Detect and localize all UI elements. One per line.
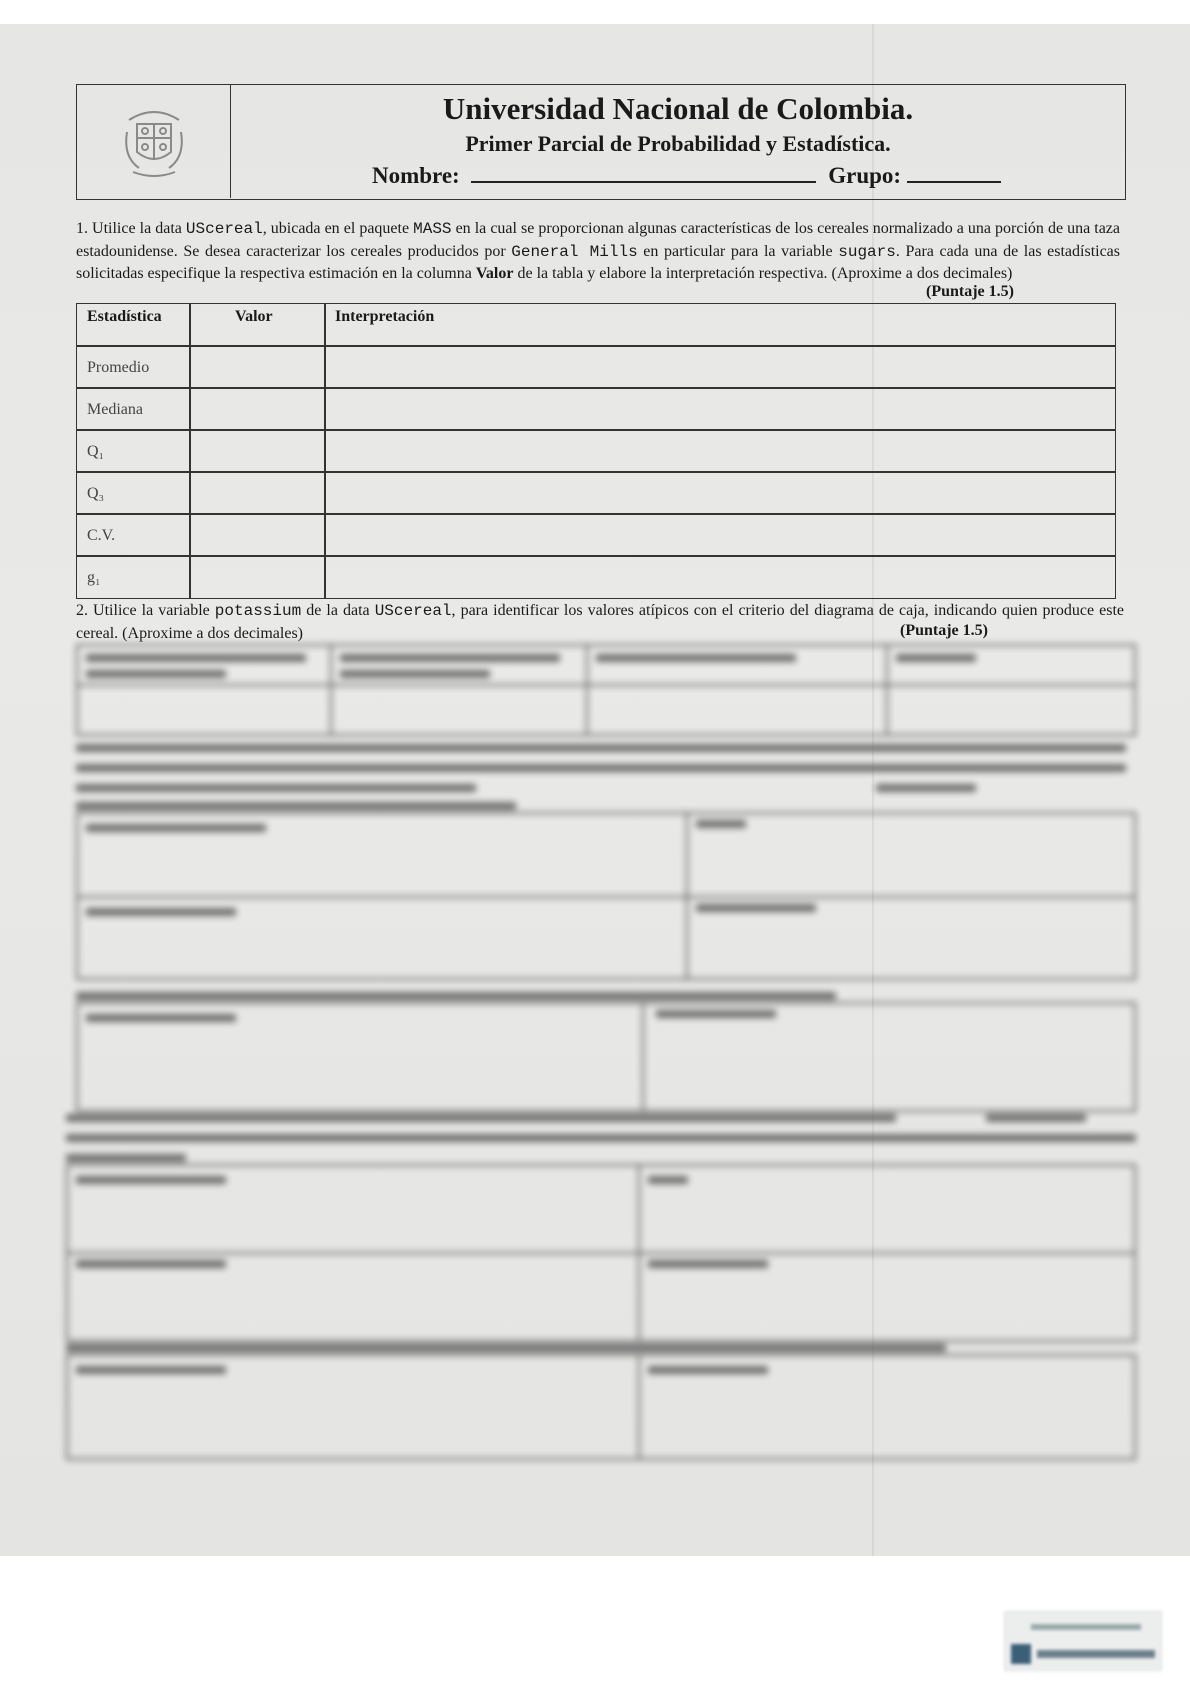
watermark-stamp	[1004, 1611, 1162, 1671]
question-2-score: (Puntaje 1.5)	[900, 622, 988, 639]
question-1-score: (Puntaje 1.5)	[926, 283, 1014, 300]
blurred-content-region	[66, 640, 1136, 1460]
group-blank-line[interactable]	[907, 163, 1001, 183]
question-1-text: 1. Utilice la data UScereal, ubicada en el paquete MASS en la cual se proporcionan algunas características de los cereales normalizado a una porción de una taza estadounidense. Se desea caracterizar los cereales producidos por General Mills en particular para la variable sugars. Para cada una de las estadísticas solicitadas especifique la respectiva estimación en la columna Valor de la tabla y elabore la interpretación respectiva. (Aproxime a dos decimales)	[76, 220, 1121, 282]
name-label: Nombre:	[372, 163, 460, 188]
exam-title: Primer Parcial de Probabilidad y Estadística.	[465, 131, 891, 156]
group-label: Grupo:	[828, 163, 902, 188]
col-header-value: Valor	[235, 308, 273, 325]
name-group-row	[372, 163, 1001, 189]
row-label-q3: Q₃	[87, 485, 105, 502]
name-blank-line[interactable]	[471, 163, 816, 183]
col-header-statistic: Estadística	[87, 308, 162, 325]
university-title: Universidad Nacional de Colombia.	[442, 91, 914, 126]
variable-name: potassium	[214, 602, 302, 620]
package-name: MASS	[413, 220, 452, 238]
row-label-mediana: Mediana	[87, 401, 143, 418]
university-seal-icon	[77, 85, 231, 198]
row-label-cv: C.V.	[87, 527, 116, 544]
row-label-g1: g₁	[87, 569, 101, 586]
statistics-table	[76, 303, 1116, 599]
col-header-interpretation: Interpretación	[335, 308, 435, 325]
question-2-text: 2. Utilice la variable potassium de la data UScereal, para identificar los valores atípicos con el criterio del diagrama de caja, indicando quien produce este cereal. (Aproxime a dos decimales)	[76, 602, 1124, 642]
dataset-name: UScereal	[374, 602, 452, 620]
row-label-promedio: Promedio	[87, 359, 150, 376]
row-label-q1: Q₁	[87, 443, 105, 460]
brand-name: General Mills	[511, 242, 638, 261]
exam-header	[76, 84, 1126, 200]
dataset-name: UScereal	[185, 220, 263, 238]
variable-name: sugars	[838, 242, 896, 261]
